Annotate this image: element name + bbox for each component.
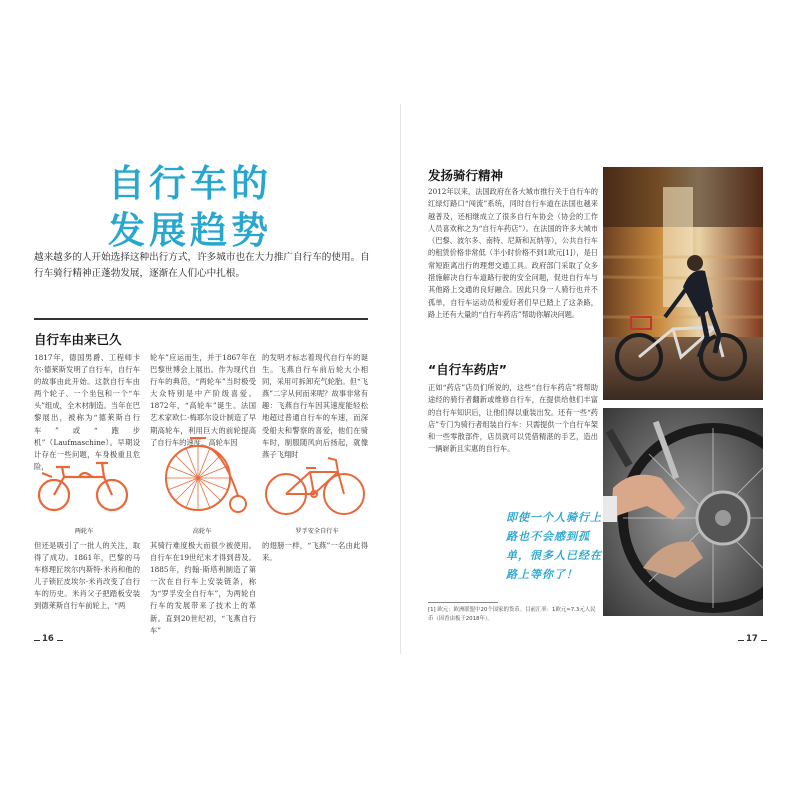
pull-quote: 即使一个人骑行上路也不会感到孤单，很多人已经在路上等你了！ [506,511,602,581]
column-1-top: 1817年，德国男爵、工程师卡尔·德莱斯发明了自行车，自行车的故事由此开始。这款自行车由两个轮子、一个坐包和一个“车头”组成，全木材制造。当年在巴黎展出，被称为“德莱斯自行车”或“跑步机”（Laufmaschine）。早期设计存在一些问题，车身极重且危险， [34,353,140,471]
heading-bike-pharmacy: “自行车药店” [428,362,507,377]
column-2-top: 轮车”应运而生，并于1867年在巴黎世博会上展出。作为现代自行车的典范，“两轮车”当时极受大众特别是中产阶级喜爱。1872年，“高轮车”诞生。法国艺术家欧仁·梅耶尔设计制造了早期高轮车，利用巨大的前轮提高了自行车的速度，高轮车因 [150,353,256,447]
page-number-left: 16 [42,634,54,644]
heading-cycling-spirit: 发扬骑行精神 [428,168,504,183]
section-rule [34,318,368,320]
column-1-bottom: 但还是吸引了一批人的关注，取得了成功。1861年，巴黎的马车修理匠埃尔内斯特·米肖和他的儿子锁匠皮埃尔·米肖改变了自行车的历史。米肖父子把踏板安装到德莱斯自行车前轮上，“两 [34,541,140,611]
footnote-rule [428,602,498,603]
page-number-rule-right-2 [761,640,767,641]
column-3-top: 的发明才标志着现代自行车的诞生。飞燕自行车前后轮大小相同，采用可拆卸充气轮胎。但“飞燕”二字从何而来呢？故事非常有趣：飞燕自行车因其速度能轻松地超过普通自行车的车速，而深受船夫和警察的喜爱，他们在骑车时，制服随风向后扬起，就像燕子飞翔时 [262,353,368,459]
footnote: [1] 欧元：欧洲联盟中20个国家的货币。目前汇率：1欧元≈7.3元人民币（因香由板于2018年）。 [428,607,596,622]
title-line-2: 发展趋势 [108,209,272,252]
penny-farthing-illustration [160,432,250,518]
bike-repair-photo [603,408,763,616]
caption-rover: 罗孚安全自行车 [295,528,339,535]
column-2-bottom: 其骑行难度极大而很少被使用。自行车在19世纪末才得到普及。1885年，约翰·斯塔利制造了第一次在自行车上安装链条，称为“罗孚安全自行车”，为两轮自行车的发展带来了技术上的革新。直到20世纪初，“飞燕自行车” [150,541,256,635]
title-line-1: 自行车的 [108,162,272,205]
page-number-rule-left-2 [57,640,63,641]
cyclist-photo [603,167,763,400]
caption-draisine: 两轮车 [74,528,94,535]
page-gutter [400,104,401,654]
page-title [108,160,308,254]
page-number-rule-left [34,640,40,641]
body-cycling-spirit: 2012年以来，法国政府在各大城市推行关于自行车的红绿灯路口“闯流”系统，同时自行车道在法国也越来越普及，还相继成立了很多自行车协会（协会的工作人员喜欢称之为“自行车药店”）。在法国的许多大城市（巴黎、波尔多、南特、尼斯和瓦纳等），公共自行车的租赁价格非常低（半小时价格不到1欧元[1]），是日常短距离出行的理想交通工具。政府部门采取了众多措施解决自行车道路行驶的安全问题，促进自行车与其他路上交通的良好融合。因此只身一人骑行也并不孤单，自行车运动员和爱好者们早已踏上了这条路，路上还有大量的“自行车药店”帮助你解决问题。 [428,187,598,319]
draisine-bike-illustration [34,455,134,515]
page-number-right: 17 [746,634,758,644]
intro-paragraph: 越来越多的人开始选择这种出行方式，许多城市也在大力推广自行车的使用。自行车骑行精神正蓬勃发展，逐渐在人们心中扎根。 [34,252,370,279]
caption-penny-farthing: 高轮车 [192,528,212,535]
rover-safety-bike-illustration [262,448,368,518]
section-heading: 自行车由来已久 [34,332,122,347]
body-bike-pharmacy: 正如“药店”店员们所说的，这些“自行车药店”将帮助途经的骑行者翻新或维修自行车，在提供给他们丰富的自行车知识后，让他们得以重装出发。还有一些“药店”专门为骑行者组装自行车：只需提供一个自行车架和一些零散部件，店员就可以凭借精湛的手艺，造出一辆崭新且实惠的自行车。 [428,383,598,454]
column-3-bottom: 的翅膀一样，“飞燕”一名由此得来。 [262,541,368,563]
page-number-rule-right [738,640,744,641]
